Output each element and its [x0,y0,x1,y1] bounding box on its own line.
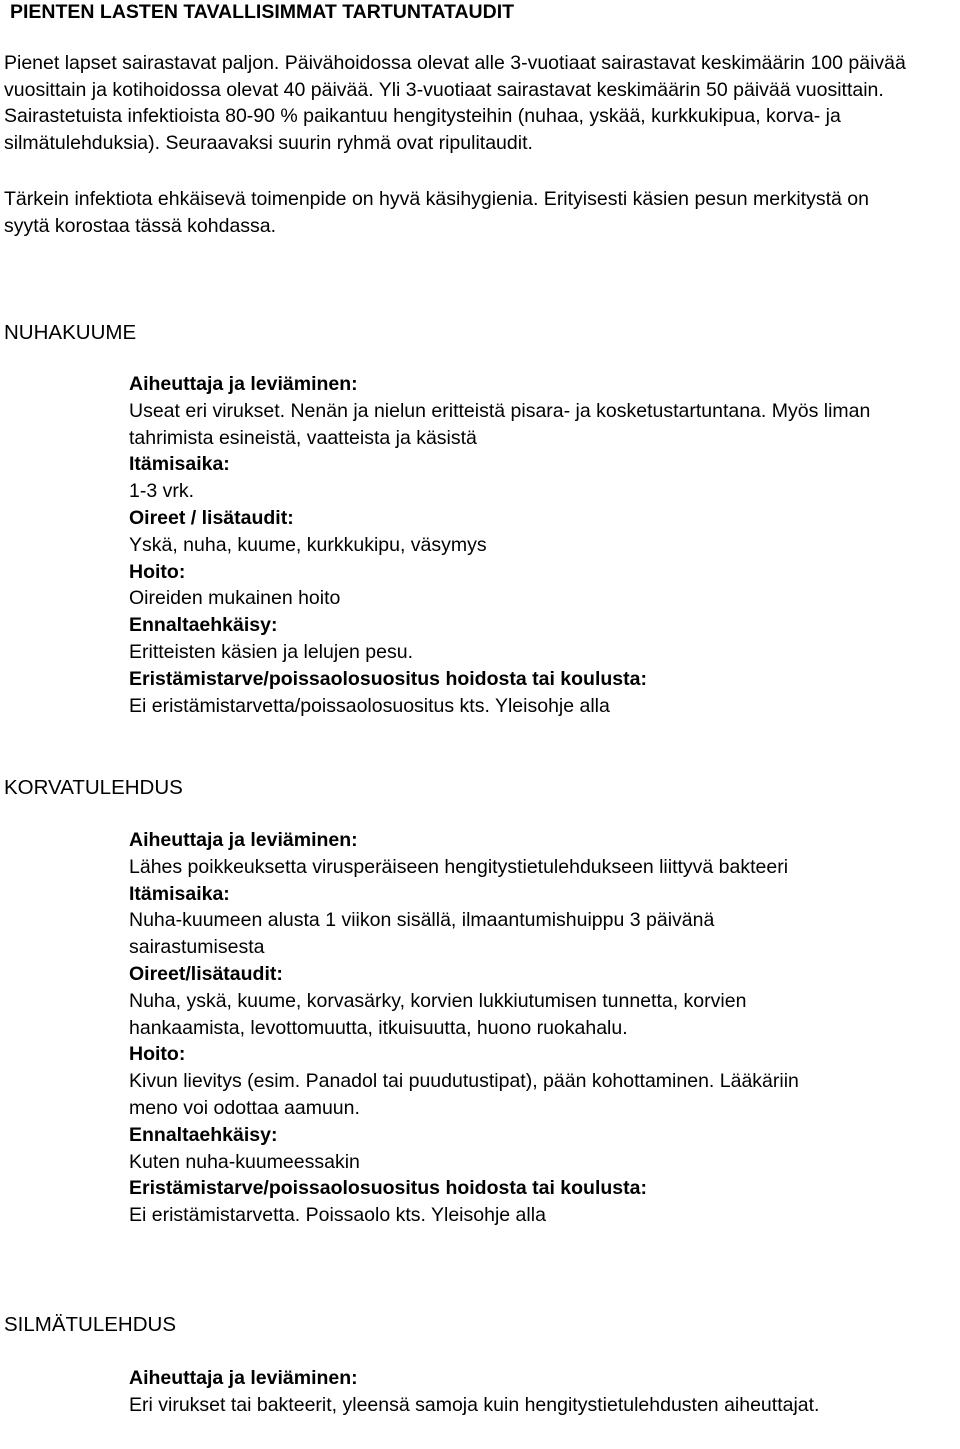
field-value: Oireiden mukainen hoito [129,587,341,610]
section-heading-korvatulehdus: KORVATULEHDUS [4,776,183,799]
field-label: Eristämistarve/poissaolosuositus hoidosta tai koulusta: [129,1177,647,1200]
document-title: PIENTEN LASTEN TAVALLISIMMAT TARTUNTATAUDIT [10,1,515,23]
field-value: Kivun lievitys (esim. Panadol tai puudutustipat), pään kohottaminen. Lääkäriin meno voi odottaa aamuun. [129,1070,799,1119]
section-heading-silmatulehdus: SILMÄTULEHDUS [4,1313,177,1336]
intro-text-2: Tärkein infektiota ehkäisevä toimenpide on hyvä käsihygienia. Erityisesti käsien pesun merkitystä on syytä korostaa tässä kohdassa. [4,188,869,237]
field-value: 1-3 vrk. [129,480,195,503]
field-label: Ennaltaehkäisy: [129,614,278,637]
field-label: Itämisaika: [129,453,230,476]
field-label: Oireet/lisätaudit: [129,962,283,985]
field-label: Aiheuttaja ja leviäminen: [129,1367,358,1389]
field-label: Itämisaika: [129,882,230,905]
section-nuhakuume-body [129,371,904,719]
field-value: Eri virukset tai bakteerit, yleensä samoja kuin hengitystietulehdusten aiheuttajat. [129,1393,820,1416]
field-value: Ei eristämistarvetta. Poissaolo kts. Yleisohje alla [129,1204,546,1227]
field-label: Hoito: [129,1043,186,1066]
field-value: Useat eri virukset. Nenän ja nielun eritteistä pisara- ja kosketustartuntana. Myös liman tahrimista esineistä, vaatteista ja käsistä [129,399,871,449]
field-value: Yskä, nuha, kuume, kurkkukipu, väsymys [129,533,487,556]
field-label: Aiheuttaja ja leviäminen: [129,829,358,851]
field-label: Eristämistarve/poissaolosuositus hoidosta tai koulusta: [129,667,647,690]
field-value: Nuha-kuumeen alusta 1 viikon sisällä, ilmaantumishuippu 3 päivänä sairastumisesta [129,909,715,959]
section-korvatulehdus-body [129,827,849,1229]
intro-text-1: Pienet lapset sairastavat paljon. Päivähoidossa olevat alle 3-vuotiaat sairastavat keskimäärin 100 päivää vuosittain ja kotihoidossa olevat 40 päivää. Yli 3-vuotiaat sairastavat keskimäärin 50 päivää vuosittain. Sairastetuista infektioista 80-90 % paikantuu hengitysteihin (nuhaa, yskää, kurkkukipua, korva- ja silmätulehduksia). Seuraavaksi suurin ryhmä ovat ripulitaudit. [4,52,906,154]
field-value: Nuha, yskä, kuume, korvasärky, korvien lukkiutumisen tunnetta, korvien hankaamista, levottomuutta, itkuisuutta, huono ruokahalu. [129,989,747,1039]
field-value: Ei eristämistarvetta/poissaolosuositus kts. Yleisohje alla [129,694,610,717]
field-label: Hoito: [129,560,186,583]
intro-paragraph-1 [4,50,956,156]
field-label: Aiheuttaja ja leviäminen: [129,373,358,395]
field-label: Ennaltaehkäisy: [129,1123,278,1146]
section-heading-nuhakuume: NUHAKUUME [4,321,137,344]
field-value: Eritteisten käsien ja lelujen pesu. [129,640,413,663]
field-value: Kuten nuha-kuumeessakin [129,1150,360,1173]
field-label: Oireet / lisätaudit: [129,506,294,529]
section-silmatulehdus-body [129,1365,849,1419]
intro-paragraph-2 [4,186,904,239]
field-value: Lähes poikkeuksetta virusperäiseen hengitystietulehdukseen liittyvä bakteeri [129,855,789,878]
